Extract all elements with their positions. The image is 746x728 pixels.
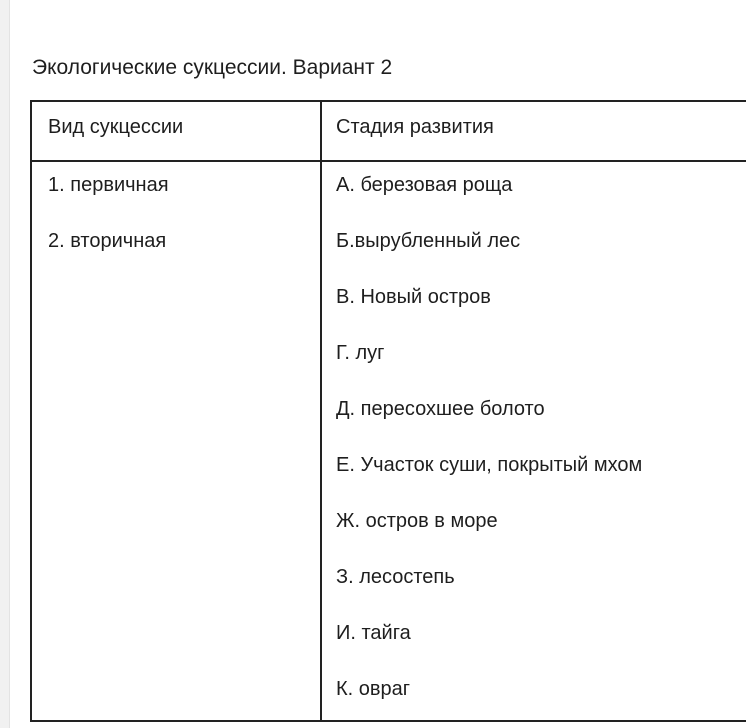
column-divider (320, 102, 322, 720)
succession-type-secondary: 2. вторичная (48, 230, 167, 252)
document-title: Экологические сукцессии. Вариант 2 (32, 56, 393, 79)
stage-item: Д. пересохшее болото (336, 398, 545, 420)
stage-item: К. овраг (336, 678, 411, 700)
header-succession-type: Вид сукцессии (48, 116, 184, 138)
stage-item: А. березовая роща (336, 174, 513, 196)
header-divider (32, 160, 746, 162)
stage-item: И. тайга (336, 622, 411, 644)
stage-item: Ж. остров в море (336, 510, 498, 532)
succession-type-primary: 1. первичная (48, 174, 169, 196)
stage-item: Б.вырубленный лес (336, 230, 521, 252)
stage-item: З. лесостепь (336, 566, 455, 588)
left-edge-strip (0, 0, 10, 728)
stage-item: Е. Участок суши, покрытый мхом (336, 454, 643, 476)
stage-item: Г. луг (336, 342, 385, 364)
header-development-stage: Стадия развития (336, 116, 494, 138)
stage-item: В. Новый остров (336, 286, 491, 308)
succession-table (30, 100, 746, 722)
